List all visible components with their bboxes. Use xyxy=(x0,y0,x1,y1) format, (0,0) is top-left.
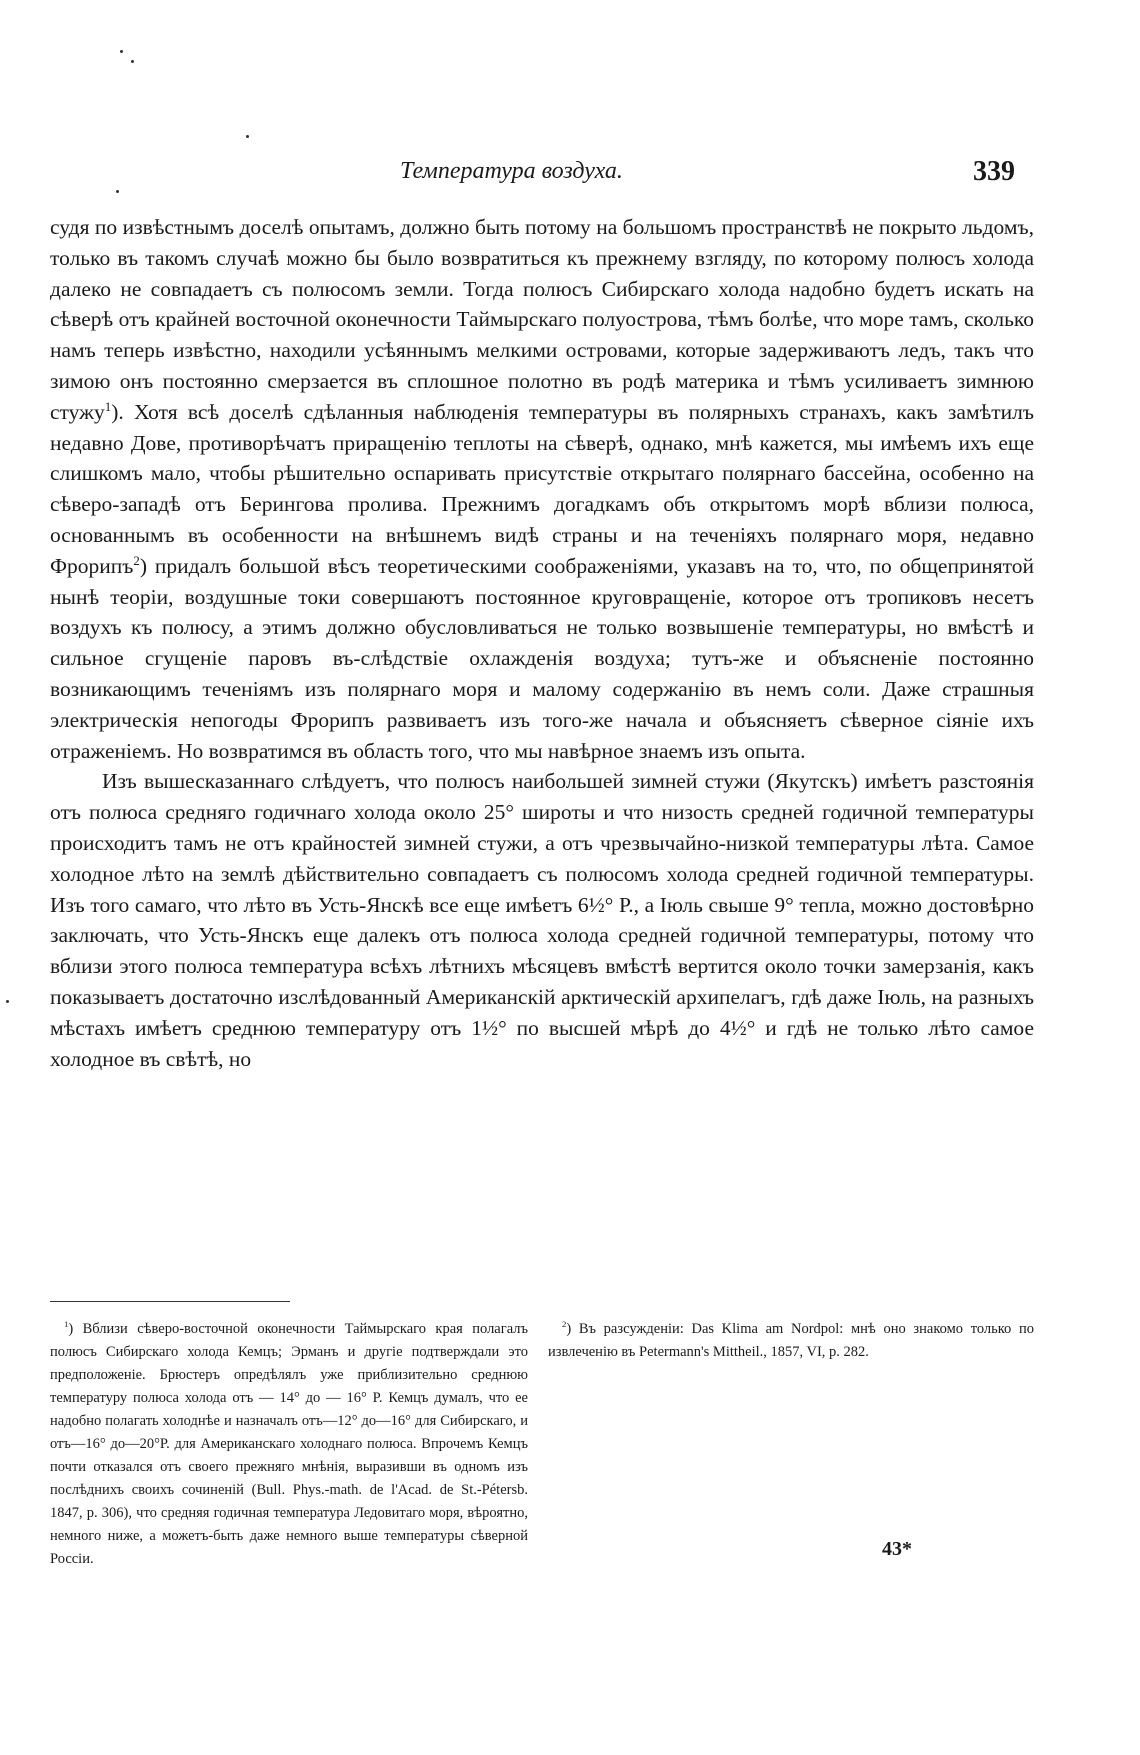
footnote-2: $^2$) Въ разсужденіи: Das Klima am Nordpol: мнѣ оно знакомо только по извлеченію въ Petermann's Mittheil., 1857, VI, p. 282. xyxy=(548,1319,1034,1360)
print-speck xyxy=(116,190,119,193)
footnotes-column-left xyxy=(50,1318,528,1571)
footnote-1-mark: 1 xyxy=(64,1319,69,1330)
footnote-ref-1: 1 xyxy=(104,399,112,414)
running-header: Температура воздуха. xyxy=(400,158,623,184)
footnote-rule xyxy=(50,1301,290,1302)
print-speck xyxy=(120,50,123,53)
print-speck xyxy=(6,1000,9,1003)
footnote-ref-2: 2 xyxy=(133,553,140,568)
footnote-2-mark: 2 xyxy=(562,1319,567,1330)
paragraph-1: судя по извѣстнымъ доселѣ опытамъ, должно быть потому на большомъ пространствѣ не покрыто льдомъ, только въ такомъ случаѣ можно бы было возвратиться къ прежнему взгляду, по которому полюсъ холода далеко не совпадаетъ съ полюсомъ земли. Тогда полюсъ Сибирскаго холода надобно будетъ искать на сѣверѣ отъ крайней восточной оконечности Таймырскаго полуострова, тѣмъ болѣе, что море тамъ, сколько намъ теперь извѣстно, находили усѣяннымъ мелкими островами, которые задерживаютъ ледъ, такъ что зимою онъ постоянно смерзается въ сплошное полотно въ родѣ материка и тѣмъ усиливаетъ зимнюю стужу$^1$). Хотя всѣ доселѣ сдѣланныя наблюденія температуры въ полярныхъ странахъ, какъ замѣтилъ недавно Дове, противорѣчатъ приращенію теплоты на сѣверѣ, однако, мнѣ кажется, мы имѣемъ ихъ еще слишкомъ мало, чтобы рѣшительно оспаривать присутствіе открытаго полярнаго бассейна, особенно на сѣверо-западѣ отъ Берингова пролива. Прежнимъ догадкамъ объ открытомъ морѣ вблизи полюса, основаннымъ въ особенности на внѣшнемъ видѣ страны и на теченіяхъ полярнаго моря, недавно Фрорипъ$^2$) придалъ большой вѣсъ теоретическими соображеніями, указавъ на то, что, по общепринятой нынѣ теоріи, воздушные токи совершаютъ постоянное круговращеніе, которое отъ тропиковъ несетъ воздухъ къ полюсу, а этимъ должно обусловливаться не только возвышеніе температуры, но вмѣстѣ и сильное сгущеніе паровъ въ-слѣдствіе охлажденія воздуха; тутъ-же и объясненіе постоянно возникающимъ теченіямъ изъ полярнаго моря и малому содержанію въ немъ соли. Даже страшныя электрическія непогоды Фрорипъ развиваетъ изъ того-же начала и объясняетъ сѣверное сіяніе ихъ отраженіемъ. Но возвратимся въ область того, что мы навѣрное знаемъ изъ опыта. xyxy=(50,215,1034,763)
paragraph-1-text-c: придалъ большой вѣсъ теоретическими соображеніями, указавъ на то, что, по общепринятой нынѣ теоріи, воздушные токи совершаютъ постоянное круговращеніе, которое отъ тропиковъ несетъ воздухъ къ полюсу, а этимъ должно обусловливаться не только возвышеніе температуры, но вмѣстѣ и сильное сгущеніе паровъ въ-слѣдствіе охлажденія воздуха; тутъ-же и объясненіе постоянно возникающимъ теченіямъ изъ полярнаго моря и малому содержанію въ немъ соли. Даже страшныя электрическія непогоды Фрорипъ развиваетъ изъ того-же начала и объясняетъ сѣверное сіяніе ихъ отраженіемъ. Но возвратимся въ область того, что мы навѣрное знаемъ изъ опыта. xyxy=(50,553,1034,763)
printer-signature: 43* xyxy=(882,1538,912,1560)
footnote-1: $^1$) Вблизи сѣверо-восточной оконечности Таймырскаго края полагалъ полюсъ Сибирскаго холода Кемцъ; Эрманъ и другіе подтверждали это предположеніе. Брюстеръ опредѣлялъ уже приблизительно среднюю температуру полюса холода отъ — 14° до — 16° Р. Кемцъ думалъ, что ее надобно полагать холоднѣе и назначалъ отъ—12° до—16° для Сибирскаго, и отъ—16° до—20°Р. для Американскаго холоднаго полюса. Впрочемъ Кемцъ почти отказался отъ своего прежняго мнѣнія, выразивши въ одномъ изъ послѣднихъ своихъ сочиненій (Bull. Phys.-math. de l'Acad. de St.-Pétersb. 1847, p. 306), что средняя годичная температура Ледовитаго моря, вѣроятно, немного ниже, а можетъ-быть даже немного выше температуры сѣверной Россіи. xyxy=(50,1319,528,1567)
main-text xyxy=(50,212,1034,1074)
footnotes-column-right xyxy=(548,1318,1034,1364)
print-speck xyxy=(246,135,249,138)
footnote-2-text: Въ разсужденіи: Das Klima am Nordpol: мнѣ оно знакомо только по извлеченію въ Petermann's Mittheil., 1857, VI, p. 282. xyxy=(548,1321,1034,1360)
footnote-1-text: Вблизи сѣверо-восточной оконечности Таймырскаго края полагалъ полюсъ Сибирскаго холода Кемцъ; Эрманъ и другіе подтверждали это предположеніе. Брюстеръ опредѣлялъ уже приблизительно среднюю температуру полюса холода отъ — 14° до — 16° Р. Кемцъ думалъ, что ее надобно полагать холоднѣе и назначалъ отъ—12° до—16° для Сибирскаго, и отъ—16° до—20°Р. для Американскаго холоднаго полюса. Впрочемъ Кемцъ почти отказался отъ своего прежняго мнѣнія, выразивши въ одномъ изъ послѣднихъ своихъ сочиненій (Bull. Phys.-math. de l'Acad. de St.-Pétersb. 1847, p. 306), что средняя годичная температура Ледовитаго моря, вѣроятно, немного ниже, а можетъ-быть даже немного выше температуры сѣверной Россіи. xyxy=(50,1321,528,1567)
page-number: 339 xyxy=(973,156,1015,187)
print-speck xyxy=(131,60,134,63)
paragraph-2: Изъ вышесказаннаго слѣдуетъ, что полюсъ наибольшей зимней стужи (Якутскъ) имѣетъ разстоянія отъ полюса средняго годичнаго холода около 25° широты и что низость средней годичной температуры происходитъ тамъ не отъ крайностей зимней стужи, а отъ чрезвычайно-низкой температуры лѣта. Самое холодное лѣто на землѣ дѣйствительно совпадаетъ съ полюсомъ холода средней годичной температуры. Изъ того самаго, что лѣто въ Усть-Янскѣ все еще имѣетъ 6½° Р., а Іюль свыше 9° тепла, можно достовѣрно заключать, что Усть-Янскъ еще далекъ отъ полюса холода средней годичной температуры, потому что вблизи этого полюса температура всѣхъ лѣтнихъ мѣсяцевъ вмѣстѣ вертится около точки замерзанія, какъ показываетъ достаточно изслѣдованный Американскій арктическій архипелагъ, гдѣ даже Іюль, на разныхъ мѣстахъ имѣетъ среднюю температуру отъ 1½° по высшей мѣрѣ до 4½° и гдѣ не только лѣто самое холодное въ свѣтѣ, но xyxy=(50,769,1034,1071)
paragraph-1-text-b: . Хотя всѣ доселѣ сдѣланныя наблюденія температуры въ полярныхъ странахъ, какъ замѣтилъ недавно Дове, противорѣчатъ приращенію теплоты на сѣверѣ, однако, мнѣ кажется, мы имѣемъ ихъ еще слишкомъ мало, чтобы рѣшительно оспаривать присутствіе открытаго полярнаго бассейна, особенно на сѣверо-западѣ отъ Берингова пролива. Прежнимъ догадкамъ объ открытомъ морѣ вблизи полюса, основаннымъ въ особенности на внѣшнемъ видѣ страны и на теченіяхъ полярнаго моря, недавно Фрорипъ xyxy=(50,399,1034,578)
paragraph-1-text: судя по извѣстнымъ доселѣ опытамъ, должно быть потому на большомъ пространствѣ не покрыто льдомъ, только въ такомъ случаѣ можно бы было возвратиться къ прежнему взгляду, по которому полюсъ холода далеко не совпадаетъ съ полюсомъ земли. Тогда полюсъ Сибирскаго холода надобно будетъ искать на сѣверѣ отъ крайней восточной оконечности Таймырскаго полуострова, тѣмъ болѣе, что море тамъ, сколько намъ теперь извѣстно, находили усѣяннымъ мелкими островами, которые задерживаютъ ледъ, такъ что зимою онъ постоянно смерзается въ сплошное полотно въ родѣ материка и тѣмъ усиливаетъ зимнюю стужу xyxy=(50,215,1034,424)
